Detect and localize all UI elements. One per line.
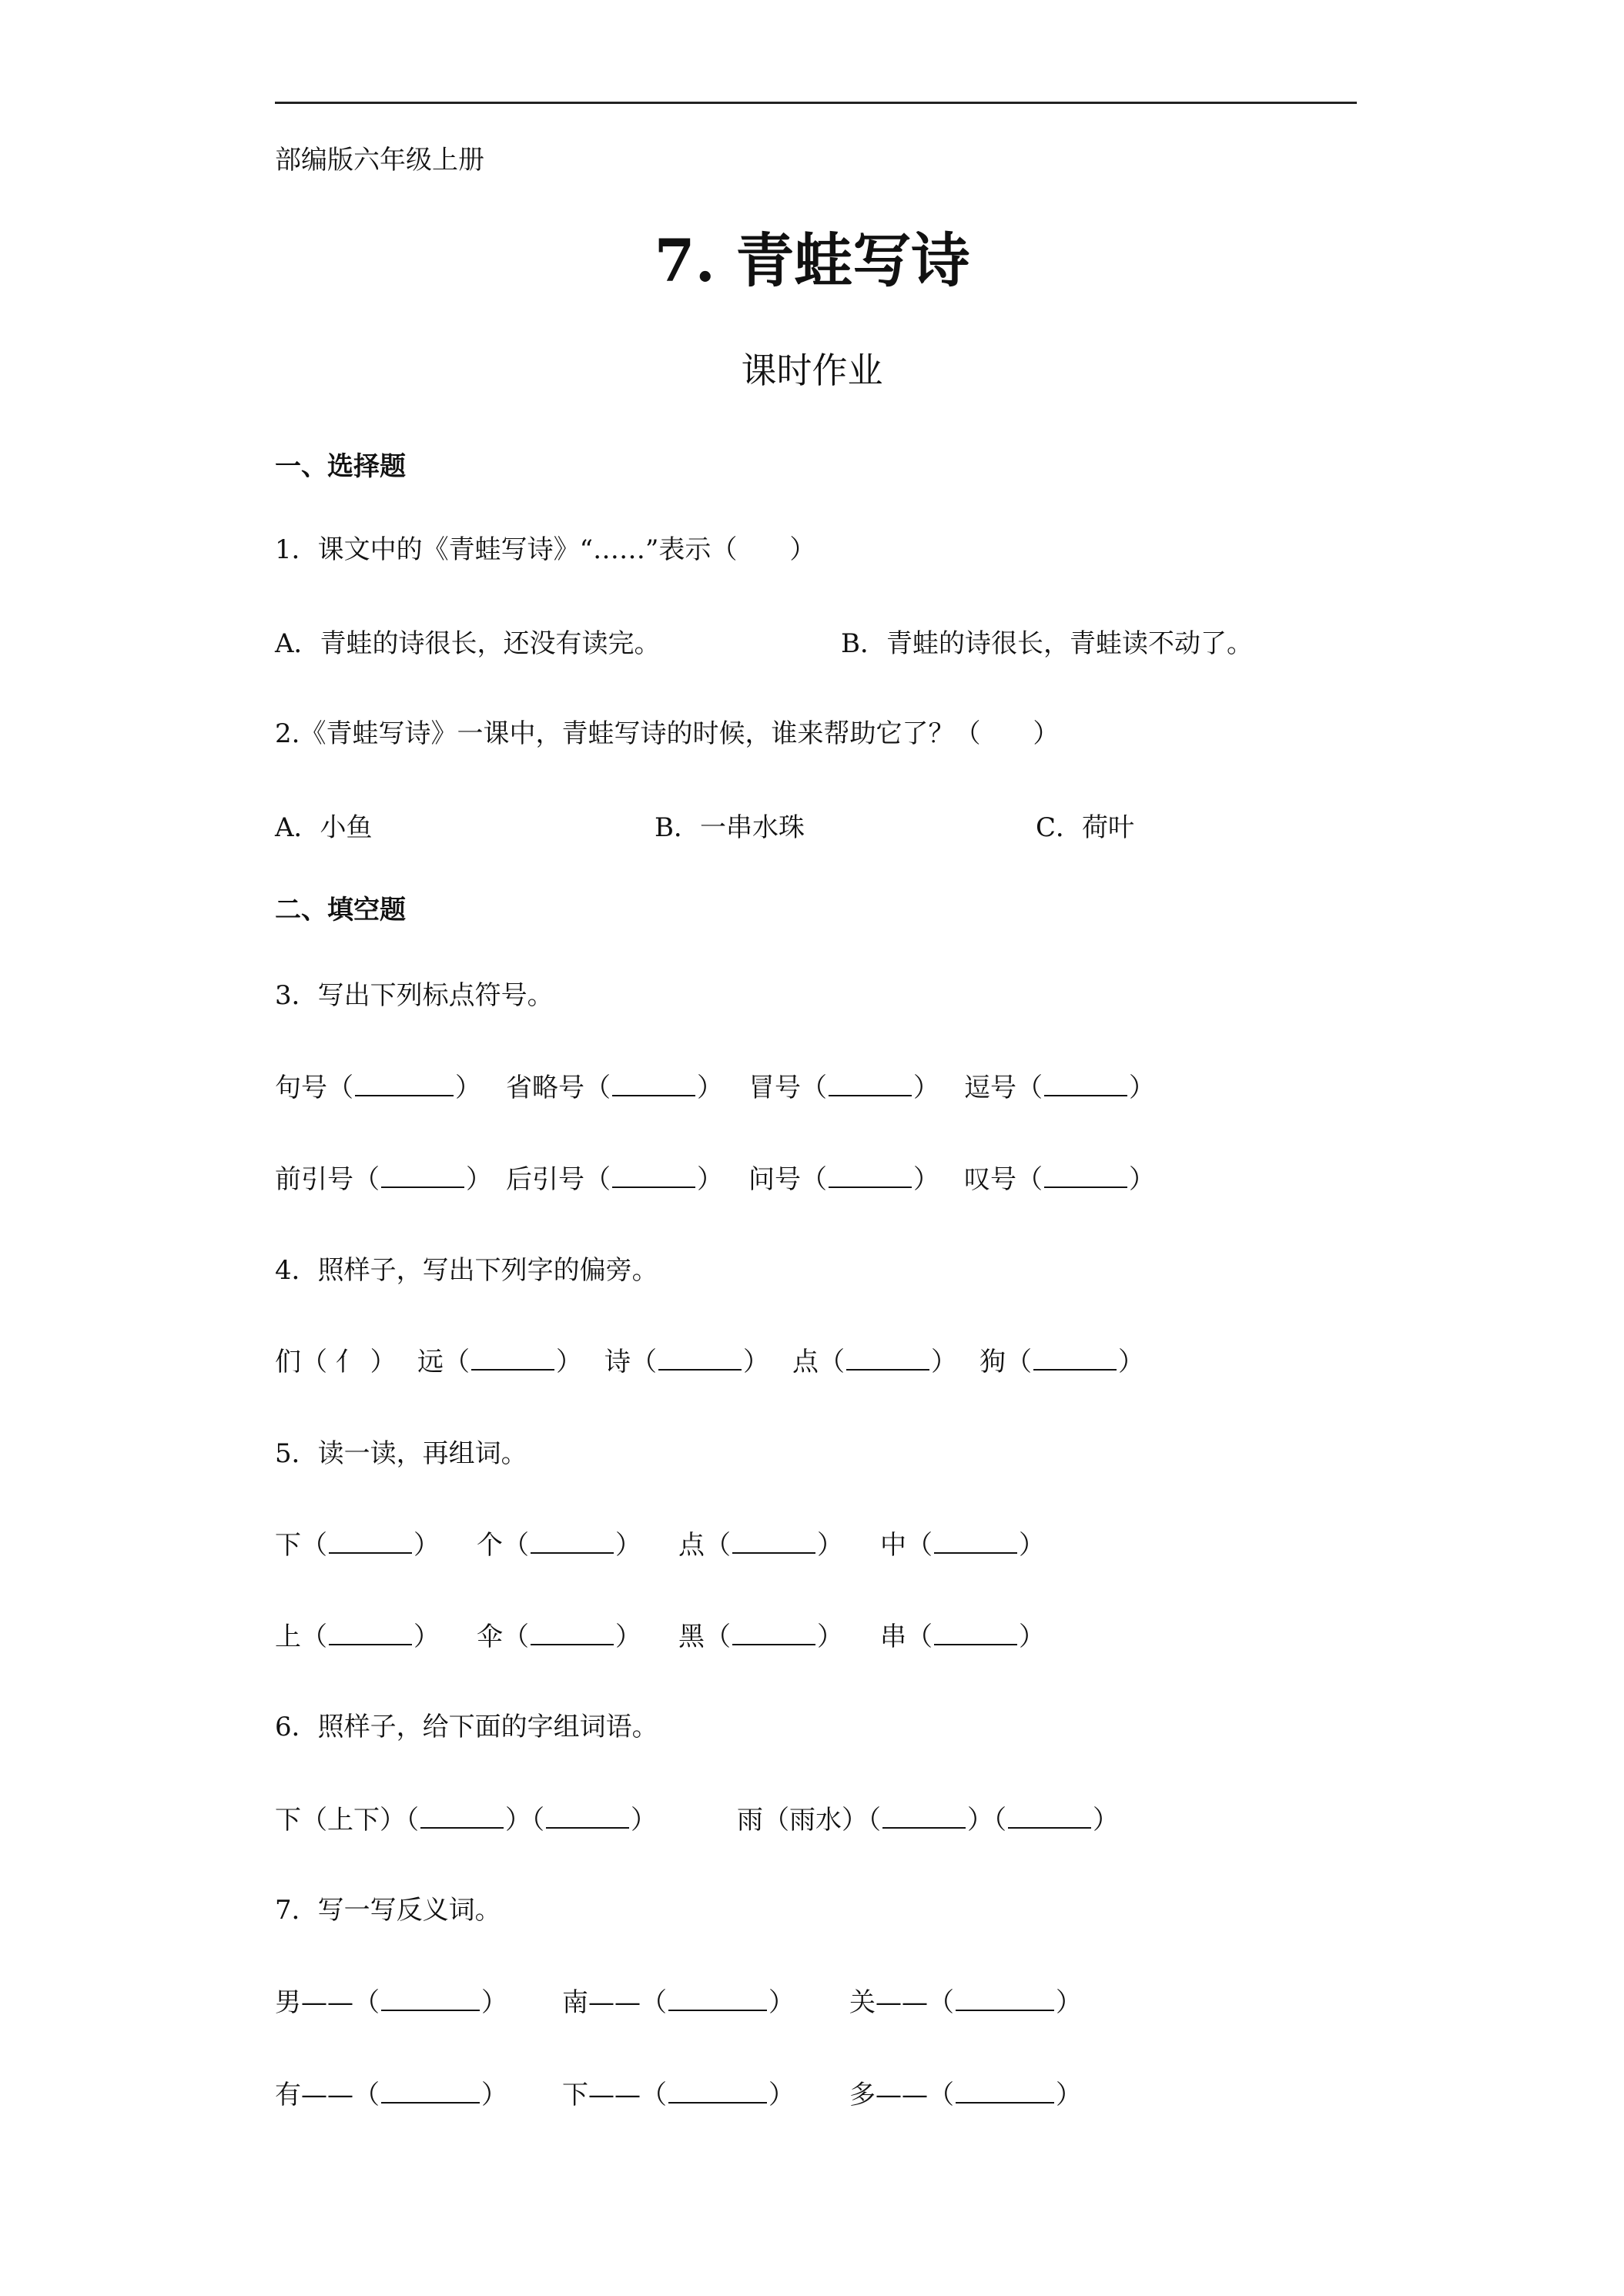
q5-item: 伞（ ） xyxy=(477,1622,641,1652)
q5-item: 串（ ） xyxy=(880,1622,1045,1652)
answer-blank[interactable] xyxy=(829,1072,912,1096)
q1-option-b[interactable]: B．青蛙的诗很长，青蛙读不动了。 xyxy=(841,628,1253,659)
q4-item: 狗（ ） xyxy=(979,1347,1144,1377)
q7-item: 关——（ ） xyxy=(849,1987,1082,2018)
question-1: 1．课文中的《青蛙写诗》“……”表示（ ） xyxy=(275,534,816,565)
answer-blank[interactable] xyxy=(732,1529,815,1554)
q1-option-a[interactable]: A．青蛙的诗很长，还没有读完。 xyxy=(275,628,661,659)
q7-item: 多——（ ） xyxy=(849,2080,1082,2110)
answer-blank[interactable] xyxy=(829,1163,912,1188)
lesson-title: 7. 青蛙写诗 xyxy=(654,226,970,295)
answer-blank[interactable] xyxy=(1044,1163,1127,1188)
answer-blank[interactable] xyxy=(1008,1804,1091,1829)
q4-item: 点（ ） xyxy=(792,1347,957,1377)
q3-item: 冒号（ ） xyxy=(748,1073,939,1103)
answer-blank[interactable] xyxy=(732,1621,815,1645)
q7-item: 有——（ ） xyxy=(275,2080,507,2110)
answer-blank[interactable] xyxy=(546,1804,629,1829)
q3-item: 前引号（ ） xyxy=(275,1164,492,1195)
answer-blank[interactable] xyxy=(355,1072,454,1096)
section-fill-in: 二、填空题 xyxy=(275,895,406,925)
q3-item: 后引号（ ） xyxy=(506,1164,723,1195)
q7-item: 下——（ ） xyxy=(562,2080,795,2110)
q2-option-a[interactable]: A．小鱼 xyxy=(275,812,373,843)
q2-option-c[interactable]: C．荷叶 xyxy=(1036,812,1135,843)
q4-item: 远（ ） xyxy=(417,1347,582,1377)
answer-blank[interactable] xyxy=(329,1529,412,1554)
q3-item: 叹号（ ） xyxy=(964,1164,1155,1195)
question-5: 5．读一读，再组词。 xyxy=(275,1438,527,1469)
q5-item: 点（ ） xyxy=(678,1530,843,1561)
question-6: 6．照样子，给下面的字组词语。 xyxy=(275,1712,658,1742)
answer-blank[interactable] xyxy=(381,1986,480,2011)
q3-item: 省略号（ ） xyxy=(506,1073,723,1103)
q6-item: 雨（雨水）（ ）（ ） xyxy=(737,1805,1119,1836)
q5-item: 上（ ） xyxy=(275,1622,440,1652)
answer-blank[interactable] xyxy=(420,1804,504,1829)
answer-blank[interactable] xyxy=(668,1986,767,2011)
answer-blank[interactable] xyxy=(1044,1072,1127,1096)
lesson-subtitle: 课时作业 xyxy=(741,350,883,391)
answer-blank[interactable] xyxy=(612,1163,695,1188)
q5-item: 个（ ） xyxy=(477,1530,641,1561)
answer-blank[interactable] xyxy=(471,1346,554,1371)
answer-blank[interactable] xyxy=(956,2079,1054,2104)
answer-blank[interactable] xyxy=(381,2079,480,2104)
answer-blank[interactable] xyxy=(668,2079,767,2104)
answer-blank[interactable] xyxy=(934,1621,1017,1645)
q2-option-b[interactable]: B．一串水珠 xyxy=(655,812,805,843)
answer-blank[interactable] xyxy=(934,1529,1017,1554)
q7-item: 男——（ ） xyxy=(275,1987,507,2018)
answer-blank[interactable] xyxy=(531,1621,614,1645)
question-2: 2.《青蛙写诗》一课中，青蛙写诗的时候，谁来帮助它了？（ ） xyxy=(275,718,1060,749)
grade-header: 部编版六年级上册 xyxy=(275,145,484,176)
section-multiple-choice: 一、选择题 xyxy=(275,451,406,482)
header-rule xyxy=(275,102,1357,104)
q4-item: 诗（ ） xyxy=(604,1347,769,1377)
q3-item: 逗号（ ） xyxy=(964,1073,1155,1103)
answer-blank[interactable] xyxy=(956,1986,1054,2011)
answer-blank[interactable] xyxy=(882,1804,966,1829)
answer-blank[interactable] xyxy=(1033,1346,1117,1371)
answer-blank[interactable] xyxy=(381,1163,464,1188)
answer-blank[interactable] xyxy=(658,1346,742,1371)
q7-item: 南——（ ） xyxy=(562,1987,795,2018)
answer-blank[interactable] xyxy=(329,1621,412,1645)
q5-item: 下（ ） xyxy=(275,1530,440,1561)
answer-blank[interactable] xyxy=(612,1072,695,1096)
q5-item: 黑（ ） xyxy=(678,1622,843,1652)
question-7: 7．写一写反义词。 xyxy=(275,1895,501,1926)
q3-item: 句号（ ） xyxy=(275,1073,481,1103)
q6-item: 下（上下）（ ）（ ） xyxy=(275,1805,657,1836)
answer-blank[interactable] xyxy=(846,1346,929,1371)
q4-example: 们（ 亻 ） xyxy=(275,1347,397,1377)
question-3: 3．写出下列标点符号。 xyxy=(275,980,554,1011)
answer-blank[interactable] xyxy=(531,1529,614,1554)
q5-item: 中（ ） xyxy=(880,1530,1045,1561)
question-4: 4．照样子，写出下列字的偏旁。 xyxy=(275,1255,658,1286)
q3-item: 问号（ ） xyxy=(748,1164,939,1195)
